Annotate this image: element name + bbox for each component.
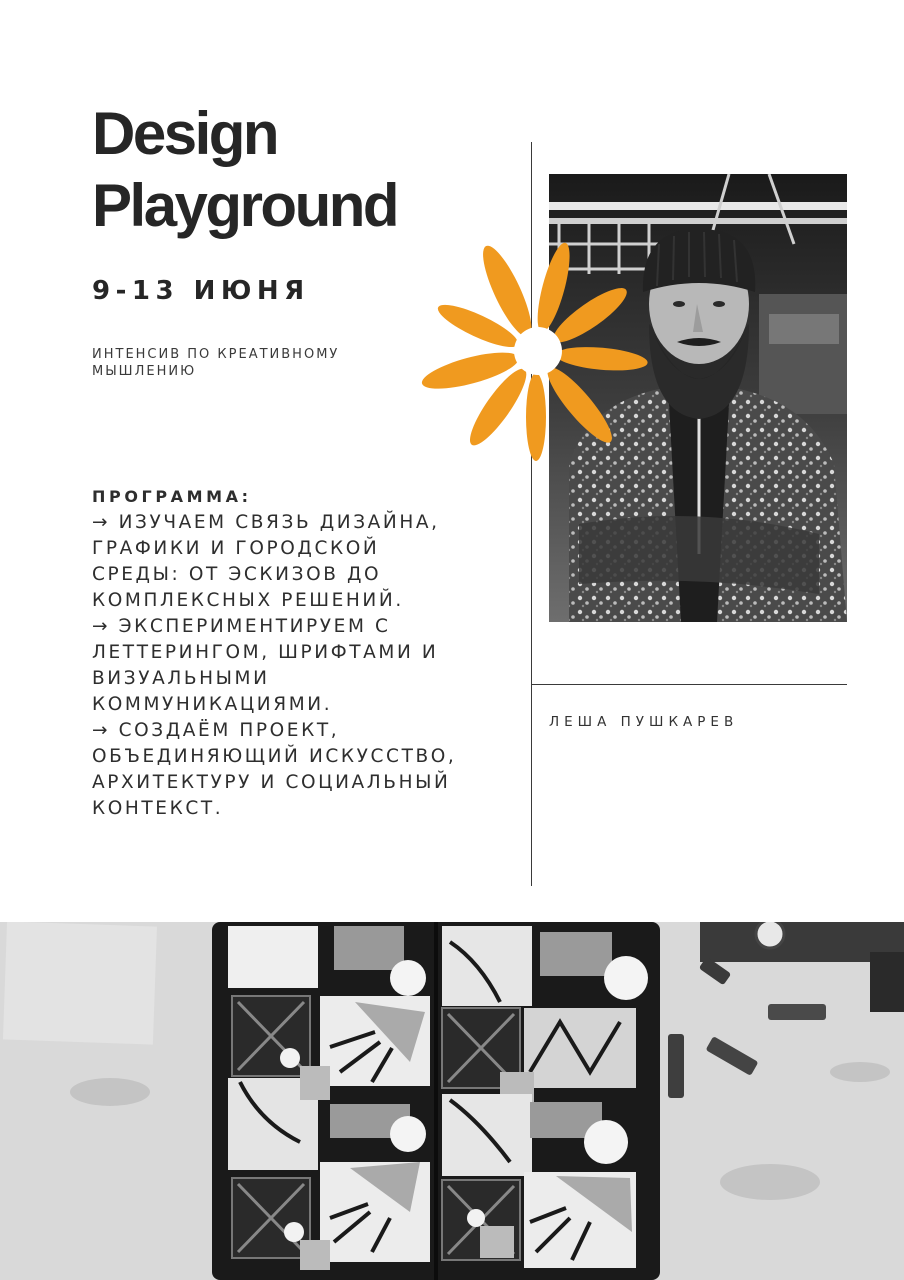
sketchbook-photo xyxy=(0,922,904,1280)
program-block xyxy=(92,484,472,822)
speaker-name: ЛЕША ПУШКАРЕВ xyxy=(549,714,739,730)
program-item: → СОЗДАЁМ ПРОЕКТ, ОБЪЕДИНЯЮЩИЙ ИСКУССТВО, АРХИТЕКТУРУ И СОЦИАЛЬНЫЙ КОНТЕКСТ. xyxy=(92,720,457,819)
horizontal-divider xyxy=(531,684,847,685)
event-dates: 9-13 ИЮНЯ xyxy=(92,276,310,306)
event-subtitle: ИНТЕНСИВ ПО КРЕАТИВНОМУ МЫШЛЕНИЮ xyxy=(92,347,340,379)
page-title xyxy=(92,98,512,242)
program-heading: ПРОГРАММА: xyxy=(92,487,252,506)
title-line-2: Playground xyxy=(92,172,398,239)
flower-icon xyxy=(420,238,650,468)
program-item: → ИЗУЧАЕМ СВЯЗЬ ДИЗАЙНА, ГРАФИКИ И ГОРОДСКОЙ СРЕДЫ: ОТ ЭСКИЗОВ ДО КОМПЛЕКСНЫХ РЕШЕНИЙ. xyxy=(92,512,440,611)
title-line-1: Design xyxy=(92,100,278,167)
program-item: → ЭКСПЕРИМЕНТИРУЕМ С ЛЕТТЕРИНГОМ, ШРИФТАМИ И ВИЗУАЛЬНЫМИ КОММУНИКАЦИЯМИ. xyxy=(92,616,439,715)
